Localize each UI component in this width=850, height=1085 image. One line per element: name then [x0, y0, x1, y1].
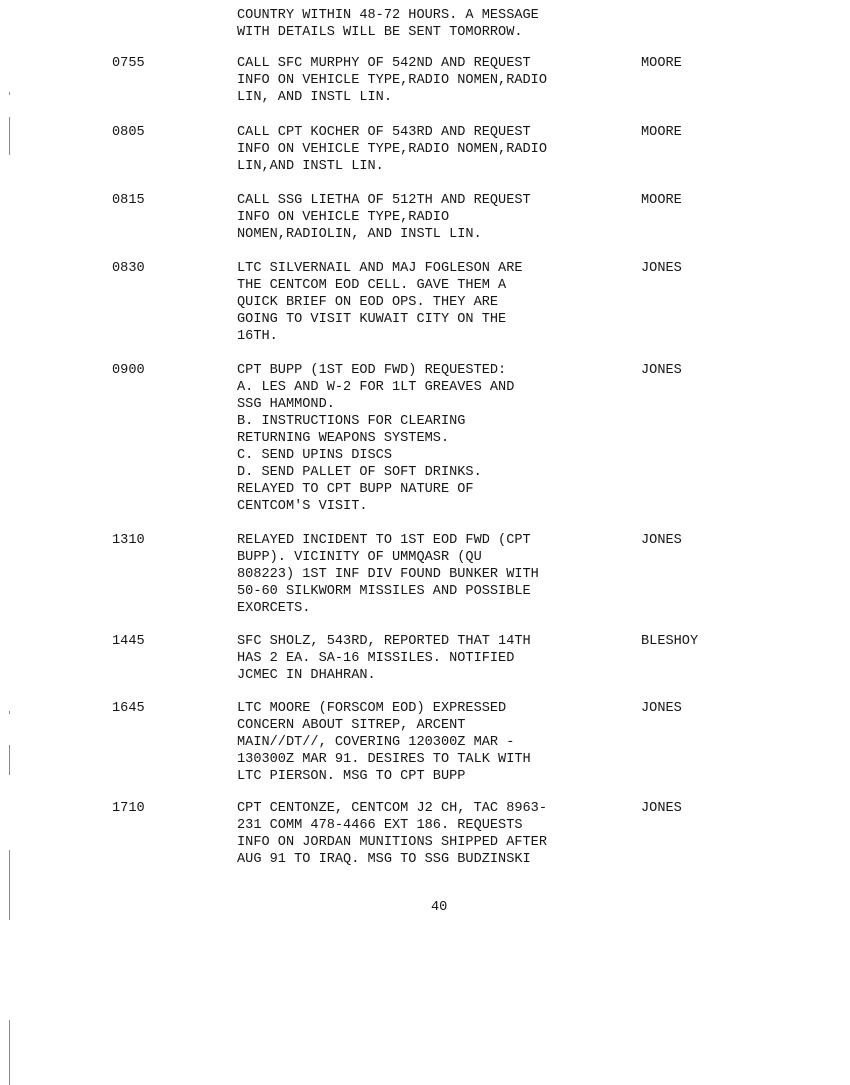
entry-time: 1445: [112, 634, 145, 649]
entry-text: SFC SHOLZ, 543RD, REPORTED THAT 14TH HAS 2 EA. SA-16 MISSILES. NOTIFIED JCMEC IN DHAHRAN.: [237, 634, 531, 683]
margin-mark: [9, 92, 10, 95]
entry-time: 1645: [112, 701, 145, 716]
entry-text: RELAYED INCIDENT TO 1ST EOD FWD (CPT BUPP). VICINITY OF UMMQASR (QU 808223) 1ST INF DIV FOUND BUNKER WITH 50-60 SILKWORM MISSILES AND POSSIBLE EXORCETS.: [237, 533, 539, 616]
margin-mark: [9, 850, 10, 920]
margin-mark: [9, 117, 10, 155]
entry-time: 1710: [112, 801, 145, 816]
entry-name: JONES: [641, 701, 682, 716]
entry-text: CALL CPT KOCHER OF 543RD AND REQUEST INFO ON VEHICLE TYPE,RADIO NOMEN,RADIO LIN,AND INSTL LIN.: [237, 125, 547, 174]
entry-time: 0755: [112, 56, 145, 71]
entry-name: JONES: [641, 801, 682, 816]
entry-text: CPT CENTONZE, CENTCOM J2 CH, TAC 8963- 231 COMM 478-4466 EXT 186. REQUESTS INFO ON JORDAN MUNITIONS SHIPPED AFTER AUG 91 TO IRAQ. MSG TO SSG BUDZINSKI: [237, 801, 547, 867]
entry-text: CALL SSG LIETHA OF 512TH AND REQUEST INFO ON VEHICLE TYPE,RADIO NOMEN,RADIOLIN, AND INSTL LIN.: [237, 193, 531, 242]
entry-name: MOORE: [641, 56, 682, 71]
entry-name: MOORE: [641, 193, 682, 208]
entry-name: BLESHOY: [641, 634, 699, 649]
entry-text: LTC SILVERNAIL AND MAJ FOGLESON ARE THE CENTCOM EOD CELL. GAVE THEM A QUICK BRIEF ON EOD OPS. THEY ARE GOING TO VISIT KUWAIT CITY ON THE 16TH.: [237, 261, 523, 344]
entry-time: 1310: [112, 533, 145, 548]
margin-mark: [9, 745, 10, 775]
entry-text: CPT BUPP (1ST EOD FWD) REQUESTED: A. LES AND W-2 FOR 1LT GREAVES AND SSG HAMMOND. B. INSTRUCTIONS FOR CLEARING RETURNING WEAPONS SYSTEMS. C. SEND UPINS DISCS D. SEND PALLET OF SOFT DRINKS. RELAYED TO CPT BUPP NATURE OF CENTCOM'S VISIT.: [237, 363, 515, 514]
entry-time: 0815: [112, 193, 145, 208]
entry-name: JONES: [641, 363, 682, 378]
entry-text: CALL SFC MURPHY OF 542ND AND REQUEST INFO ON VEHICLE TYPE,RADIO NOMEN,RADIO LIN, AND INSTL LIN.: [237, 56, 547, 105]
margin-mark: [9, 711, 10, 714]
entry-name: MOORE: [641, 125, 682, 140]
entry-name: JONES: [641, 261, 682, 276]
entry-time: 0900: [112, 363, 145, 378]
entry-name: JONES: [641, 533, 682, 548]
page-number: 40: [431, 900, 448, 915]
entry-time: 0830: [112, 261, 145, 276]
intro-text: COUNTRY WITHIN 48-72 HOURS. A MESSAGE WITH DETAILS WILL BE SENT TOMORROW.: [237, 8, 539, 40]
entry-time: 0805: [112, 125, 145, 140]
margin-mark: [9, 1020, 10, 1085]
entry-text: LTC MOORE (FORSCOM EOD) EXPRESSED CONCERN ABOUT SITREP, ARCENT MAIN//DT//, COVERING 120300Z MAR - 130300Z MAR 91. DESIRES TO TALK WITH LTC PIERSON. MSG TO CPT BUPP: [237, 701, 531, 784]
